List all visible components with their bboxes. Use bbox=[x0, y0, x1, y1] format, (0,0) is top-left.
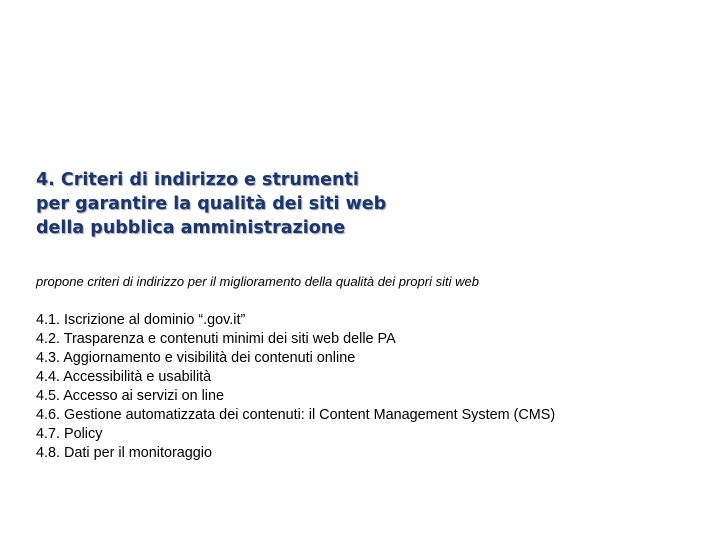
list-item: 4.1. Iscrizione al dominio “.gov.it” bbox=[36, 312, 246, 328]
section-list bbox=[36, 311, 716, 463]
slide-title bbox=[36, 168, 696, 240]
title-line: per garantire la qualità dei siti web bbox=[36, 194, 387, 214]
list-item: 4.7. Policy bbox=[36, 426, 103, 442]
list-item: 4.5. Accesso ai servizi on line bbox=[36, 388, 224, 404]
list-item: 4.8. Dati per il monitoraggio bbox=[36, 445, 212, 461]
list-item: 4.6. Gestione automatizzata dei contenuti: il Content Management System (CMS) bbox=[36, 407, 556, 423]
title-line: 4. Criteri di indirizzo e strumenti bbox=[36, 170, 359, 190]
slide-subtitle: propone criteri di indirizzo per il miglioramento della qualità dei propri siti web bbox=[36, 274, 479, 289]
list-item: 4.4. Accessibilità e usabilità bbox=[36, 369, 212, 385]
title-line: della pubblica amministrazione bbox=[36, 218, 346, 238]
list-item: 4.2. Trasparenza e contenuti minimi dei siti web delle PA bbox=[36, 331, 396, 347]
list-item: 4.3. Aggiornamento e visibilità dei contenuti online bbox=[36, 350, 356, 366]
